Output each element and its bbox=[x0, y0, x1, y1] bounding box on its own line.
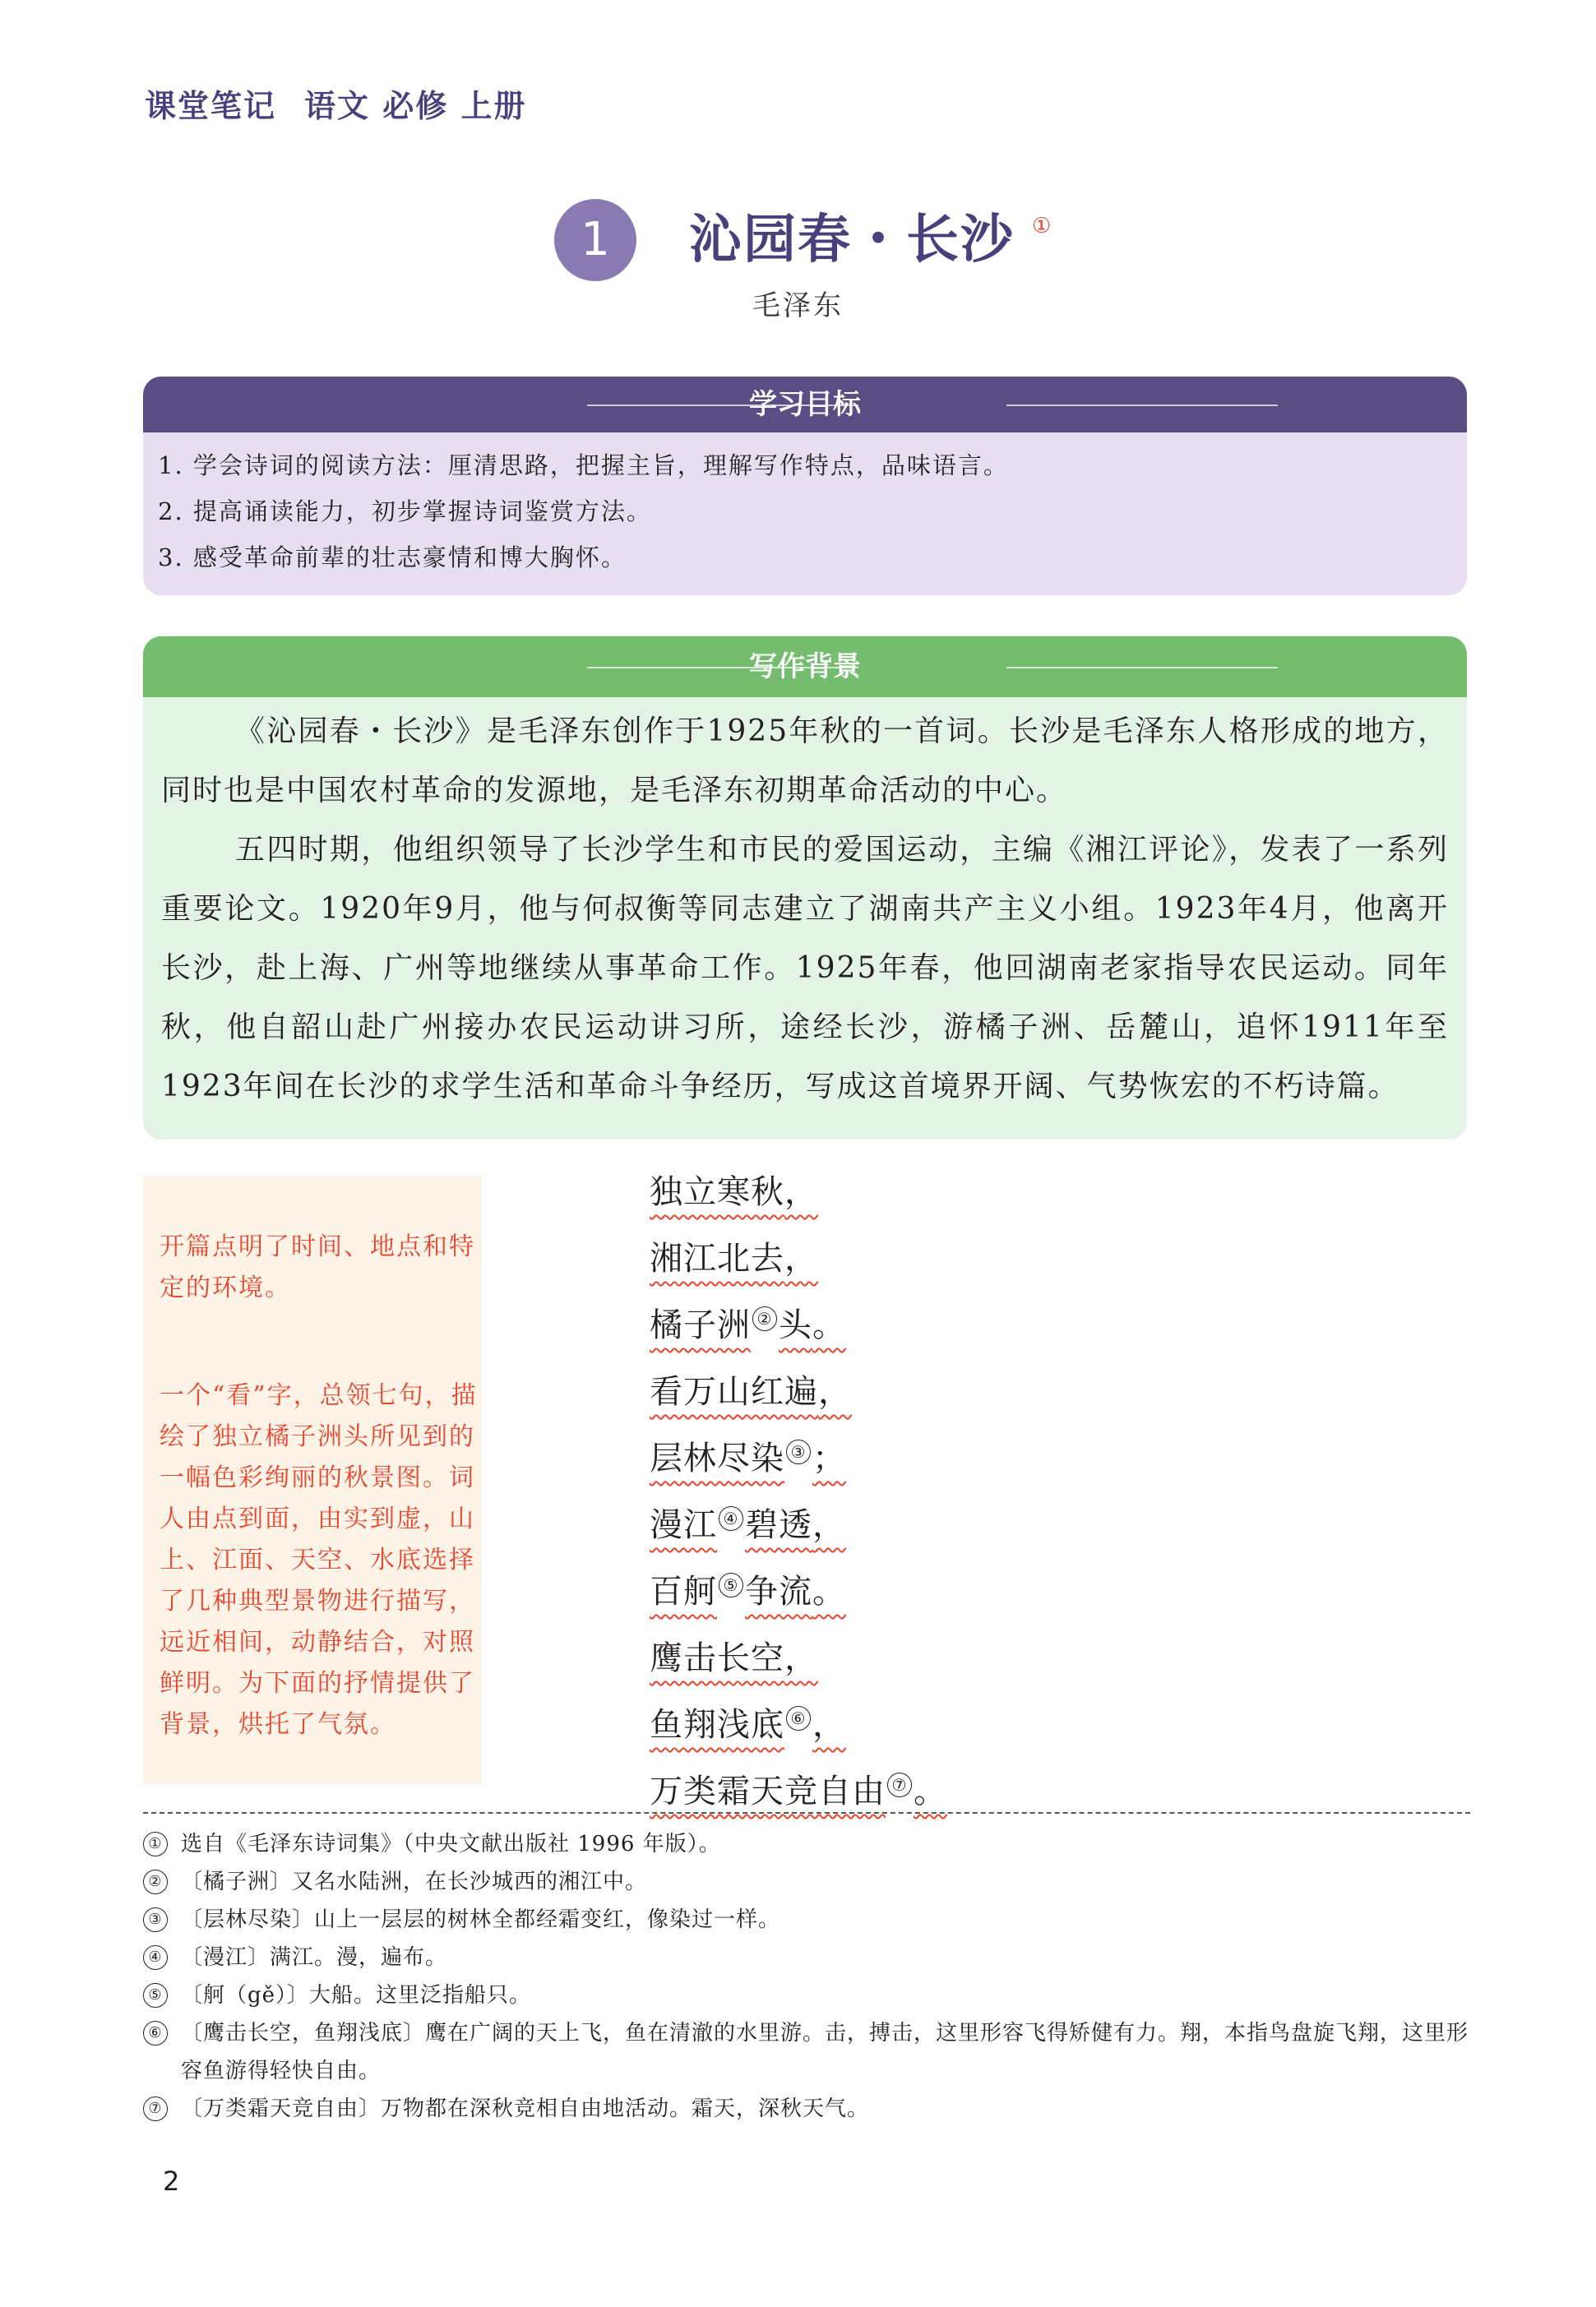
poem-words: 层林尽染 bbox=[650, 1440, 784, 1477]
poem-words: 橘子洲 bbox=[650, 1306, 751, 1344]
poem-punctuation: ； bbox=[812, 1440, 846, 1477]
poem-punctuation: ， bbox=[784, 1173, 818, 1211]
poem-line-text bbox=[650, 1639, 818, 1677]
poem-punctuation: 。 bbox=[812, 1306, 846, 1344]
footnote-number: ② bbox=[143, 1870, 168, 1894]
poem-line bbox=[650, 1359, 947, 1426]
title-footnote-marker: ① bbox=[1032, 214, 1052, 238]
footnote-item bbox=[143, 2014, 1475, 2090]
footnotes-list bbox=[143, 1825, 1475, 2128]
poem-words: 争流 bbox=[745, 1573, 812, 1611]
poem-words: 百舸 bbox=[650, 1573, 717, 1611]
poem-line bbox=[650, 1159, 947, 1226]
poem-punctuation: ， bbox=[812, 1506, 846, 1544]
footnote-number: ③ bbox=[143, 1907, 168, 1932]
poem-line-text bbox=[650, 1573, 846, 1611]
poem-line-text bbox=[650, 1373, 852, 1411]
footnote-text: 〔橘子洲〕又名水陆洲，在长沙城西的湘江中。 bbox=[181, 1870, 648, 1894]
footnote-marker: ⑥ bbox=[786, 1706, 811, 1731]
poem-line-text bbox=[650, 1306, 846, 1344]
poem-words: 鹰击长空 bbox=[650, 1639, 784, 1677]
objective-item: 3. 感受革命前辈的壮志豪情和博大胸怀。 bbox=[158, 543, 627, 571]
poem-punctuation: ， bbox=[812, 1706, 846, 1744]
footnote-item bbox=[143, 1825, 1475, 1863]
objectives-list bbox=[143, 432, 1467, 580]
poem-line-text bbox=[650, 1240, 818, 1278]
poem-line-text bbox=[650, 1506, 846, 1544]
footnote-marker: ④ bbox=[719, 1506, 743, 1531]
lesson-title-row bbox=[0, 199, 1596, 281]
side-note: 一个“看”字，总领七句，描绘了独立橘子洲头所见到的一幅色彩绚丽的秋景图。词人由点到面，由实到虚，山上、江面、天空、水底选择了几种典型景物进行描写，远近相间，动静结合，对照鲜明。为下面的抒情提供了背景，烘托了气氛。 bbox=[160, 1381, 478, 1739]
footnote-marker: ③ bbox=[786, 1440, 811, 1464]
poem-words: 看万山红遍 bbox=[650, 1373, 818, 1411]
footnote-text: 〔层林尽染〕山上一层层的树林全都经霜变红，像染过一样。 bbox=[181, 1907, 781, 1932]
header-subject-label: 语文 必修 上册 bbox=[304, 88, 527, 124]
footnote-item bbox=[143, 1901, 1475, 1939]
poem-punctuation: ， bbox=[784, 1639, 818, 1677]
lesson-number-badge: 1 bbox=[554, 199, 636, 281]
footnote-number: ⑤ bbox=[143, 1983, 168, 2008]
footnote-text: 〔漫江〕满江。漫，遍布。 bbox=[181, 1945, 448, 1970]
poem-words: 湘江北去 bbox=[650, 1240, 784, 1278]
poem-text bbox=[650, 1159, 947, 1825]
running-header bbox=[145, 81, 554, 126]
poem-line bbox=[650, 1226, 947, 1292]
objectives-header-bar bbox=[143, 377, 1467, 432]
header-book-label: 课堂笔记 bbox=[145, 88, 277, 124]
objective-item: 2. 提高诵读能力，初步掌握诗词鉴赏方法。 bbox=[158, 497, 652, 525]
poem-words: 万类霜天竞自由 bbox=[650, 1773, 886, 1810]
objectives-heading: 学习目标 bbox=[749, 388, 861, 421]
lesson-title: 沁园春・长沙 bbox=[689, 210, 1015, 270]
poem-line-text bbox=[650, 1440, 846, 1477]
writing-background-box bbox=[143, 636, 1467, 1140]
learning-objectives-box bbox=[143, 377, 1467, 595]
footnote-number: ① bbox=[143, 1832, 168, 1856]
poem-line-text bbox=[650, 1173, 818, 1211]
background-header-bar bbox=[143, 636, 1467, 697]
footnote-number: ⑦ bbox=[143, 2097, 168, 2121]
poem-line bbox=[650, 1426, 947, 1492]
poem-punctuation: 。 bbox=[914, 1773, 947, 1810]
poem-words: 独立寒秋 bbox=[650, 1173, 784, 1211]
footnote-item bbox=[143, 2090, 1475, 2128]
side-note: 开篇点明了时间、地点和特定的环境。 bbox=[160, 1232, 475, 1302]
poem-line-text bbox=[650, 1706, 846, 1744]
footnote-text: 选自《毛泽东诗词集》（中央文献出版社 1996 年版）。 bbox=[181, 1832, 721, 1856]
side-annotation-panel bbox=[143, 1176, 482, 1784]
footnote-number: ⑥ bbox=[143, 2021, 168, 2046]
footnote-number: ④ bbox=[143, 1945, 168, 1970]
footnote-marker: ⑦ bbox=[887, 1773, 912, 1797]
footnote-divider bbox=[143, 1812, 1470, 1814]
poem-line-text bbox=[650, 1773, 947, 1810]
footnote-text: 〔鹰击长空，鱼翔浅底〕鹰在广阔的天上飞，鱼在清澈的水里游。击，搏击，这里形容飞得矫健有力。翔，本指鸟盘旋飞翔，这里形容鱼游得轻快自由。 bbox=[181, 2021, 1469, 2083]
footnote-text: 〔舸（gě）〕大船。这里泛指船只。 bbox=[181, 1983, 532, 2008]
poem-words: 头 bbox=[779, 1306, 812, 1344]
poem-words: 漫江 bbox=[650, 1506, 717, 1544]
poem-punctuation: 。 bbox=[812, 1573, 846, 1611]
poem-line bbox=[650, 1759, 947, 1825]
background-paragraph: 《沁园春・长沙》是毛泽东创作于1925年秋的一首词。长沙是毛泽东人格形成的地方，同时也是中国农村革命的发源地，是毛泽东初期革命活动的中心。 bbox=[161, 714, 1449, 807]
poem-line bbox=[650, 1559, 947, 1625]
footnote-text: 〔万类霜天竞自由〕万物都在深秋竞相自由地活动。霜天，深秋天气。 bbox=[181, 2097, 870, 2121]
poem-punctuation: ， bbox=[818, 1373, 852, 1411]
poem-line bbox=[650, 1692, 947, 1759]
footnote-marker: ⑤ bbox=[719, 1573, 743, 1597]
footnote-item bbox=[143, 1976, 1475, 2014]
poem-punctuation: ， bbox=[784, 1240, 818, 1278]
poem-line bbox=[650, 1492, 947, 1559]
page-number: 2 bbox=[163, 2166, 180, 2197]
objective-item: 1. 学会诗词的阅读方法：厘清思路，把握主旨，理解写作特点，品味语言。 bbox=[158, 451, 1009, 479]
footnote-item bbox=[143, 1863, 1475, 1901]
poem-words: 碧透 bbox=[745, 1506, 812, 1544]
poem-line bbox=[650, 1292, 947, 1359]
footnote-marker: ② bbox=[752, 1306, 777, 1331]
poem-line bbox=[650, 1625, 947, 1692]
background-paragraph: 五四时期，他组织领导了长沙学生和市民的爱国运动，主编《湘江评论》，发表了一系列重要论文。1920年9月，他与何叔衡等同志建立了湖南共产主义小组。1923年4月，他离开长沙，赴上海、广州等地继续从事革命工作。1925年春，他回湖南老家指导农民运动。同年秋，他自韶山赴广州接办农民运动讲习所，途经长沙，游橘子洲、岳麓山，追怀1911年至1923年间在长沙的求学生活和革命斗争经历，写成这首境界开阔、气势恢宏的不朽诗篇。 bbox=[161, 833, 1449, 1103]
footnote-item bbox=[143, 1939, 1475, 1976]
background-heading: 写作背景 bbox=[749, 650, 861, 683]
poem-words: 鱼翔浅底 bbox=[650, 1706, 784, 1744]
author-name: 毛泽东 bbox=[752, 289, 844, 322]
